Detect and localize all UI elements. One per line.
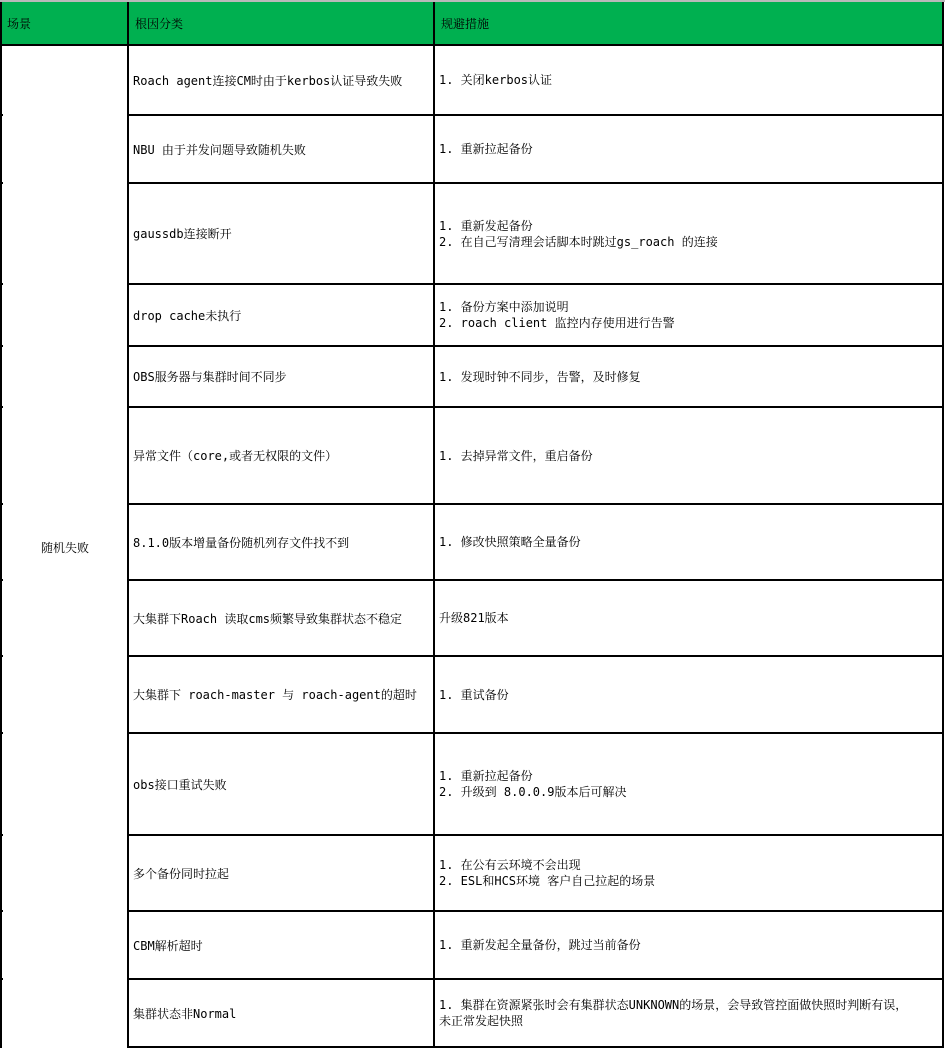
fix-cell[interactable] <box>436 116 942 182</box>
cause-cell[interactable]: NBU 由于并发问题导致随机失败 <box>133 142 306 157</box>
table-row <box>128 912 944 980</box>
row-tick <box>0 406 3 408</box>
fix-cell[interactable] <box>436 912 942 978</box>
cause-cell[interactable]: 多个备份同时拉起 <box>133 866 230 881</box>
table-row <box>128 734 944 836</box>
row-tick <box>0 834 3 836</box>
row-tick <box>0 655 3 657</box>
table-row <box>128 657 944 734</box>
fix-cell[interactable] <box>436 347 942 406</box>
row-tick <box>0 579 3 581</box>
fix-line: 2. 升级到 8.0.0.9版本后可解决 <box>439 785 627 799</box>
cause-cell[interactable]: 大集群下 roach-master 与 roach-agent的超时 <box>133 688 417 702</box>
header-fix[interactable]: 规避措施 <box>441 16 490 31</box>
table-row <box>128 505 944 581</box>
fix-line: 2. ESL和HCS环境 客户自己拉起的场景 <box>439 874 656 888</box>
cause-cell[interactable]: CBM解析超时 <box>133 938 203 953</box>
table-row <box>128 408 944 505</box>
fix-cell[interactable] <box>436 46 942 114</box>
table-row <box>128 581 944 657</box>
fix-cell[interactable] <box>436 836 942 910</box>
table-row <box>128 980 944 1048</box>
fix-line: 1. 重新发起备份 <box>439 218 533 233</box>
header-row <box>0 2 944 46</box>
fix-line: 1. 重试备份 <box>439 687 509 702</box>
row-tick <box>0 910 3 912</box>
row-tick <box>0 283 3 285</box>
fix-line: 未正常发起快照 <box>439 1014 524 1028</box>
fix-cell[interactable] <box>436 285 942 345</box>
cause-cell[interactable]: 异常文件（core,或者无权限的文件） <box>133 449 338 463</box>
fix-line: 1. 重新发起全量备份，跳过当前备份 <box>439 938 641 952</box>
fix-line: 升级821版本 <box>439 611 509 625</box>
fix-line: 1. 修改快照策略全量备份 <box>439 535 581 549</box>
row-tick <box>0 345 3 347</box>
table-row <box>128 116 944 184</box>
cause-cell[interactable]: OBS服务器与集群时间不同步 <box>133 370 287 384</box>
cause-cell[interactable]: 大集群下Roach 读取cms频繁导致集群状态不稳定 <box>133 611 403 626</box>
row-tick <box>0 182 3 184</box>
fix-line: 1. 关闭kerbos认证 <box>439 73 553 87</box>
fix-cell[interactable] <box>436 734 942 834</box>
table-row <box>128 285 944 347</box>
fix-line: 1. 重新拉起备份 <box>439 769 533 783</box>
cause-cell[interactable]: 8.1.0版本增量备份随机列存文件找不到 <box>133 535 350 550</box>
cause-cell[interactable]: 集群状态非Normal <box>133 1006 237 1021</box>
header-scene[interactable]: 场景 <box>7 16 32 31</box>
table-row <box>128 184 944 285</box>
cause-cell[interactable]: Roach agent连接CM时由于kerbos认证导致失败 <box>133 73 403 88</box>
fix-cell[interactable] <box>436 980 942 1046</box>
row-tick <box>0 978 3 980</box>
fix-cell[interactable] <box>436 184 942 283</box>
fix-cell[interactable] <box>436 581 942 655</box>
header-cause[interactable]: 根因分类 <box>135 16 184 31</box>
table-row <box>128 347 944 408</box>
table-row <box>128 46 944 116</box>
fix-line: 2. roach client 监控内存使用进行告警 <box>439 316 675 330</box>
fix-cell[interactable] <box>436 408 942 503</box>
fix-cell[interactable] <box>436 657 942 732</box>
row-tick <box>0 732 3 734</box>
fix-line: 2. 在自己写清理会话脚本时跳过gs_roach 的连接 <box>439 234 718 249</box>
fix-line: 1. 备份方案中添加说明 <box>439 300 569 314</box>
row-tick <box>0 114 3 116</box>
row-tick <box>0 503 3 505</box>
fix-line: 1. 在公有云环境不会出现 <box>439 858 581 872</box>
table-row <box>128 836 944 912</box>
cause-cell[interactable]: gaussdb连接断开 <box>133 227 232 241</box>
cause-cell[interactable]: drop cache未执行 <box>133 308 242 323</box>
fix-line: 1. 发现时钟不同步，告警，及时修复 <box>439 369 641 384</box>
fix-line: 1. 去掉异常文件，重启备份 <box>439 448 593 463</box>
fix-cell[interactable] <box>436 505 942 579</box>
fix-line: 1. 重新拉起备份 <box>439 142 533 156</box>
fix-line: 1. 集群在资源紧张时会有集群状态UNKNOWN的场景，会导致管控面做快照时判断有误， <box>439 998 908 1012</box>
cause-cell[interactable]: obs接口重试失败 <box>133 777 227 792</box>
scene-cell[interactable]: 随机失败 <box>40 540 89 555</box>
